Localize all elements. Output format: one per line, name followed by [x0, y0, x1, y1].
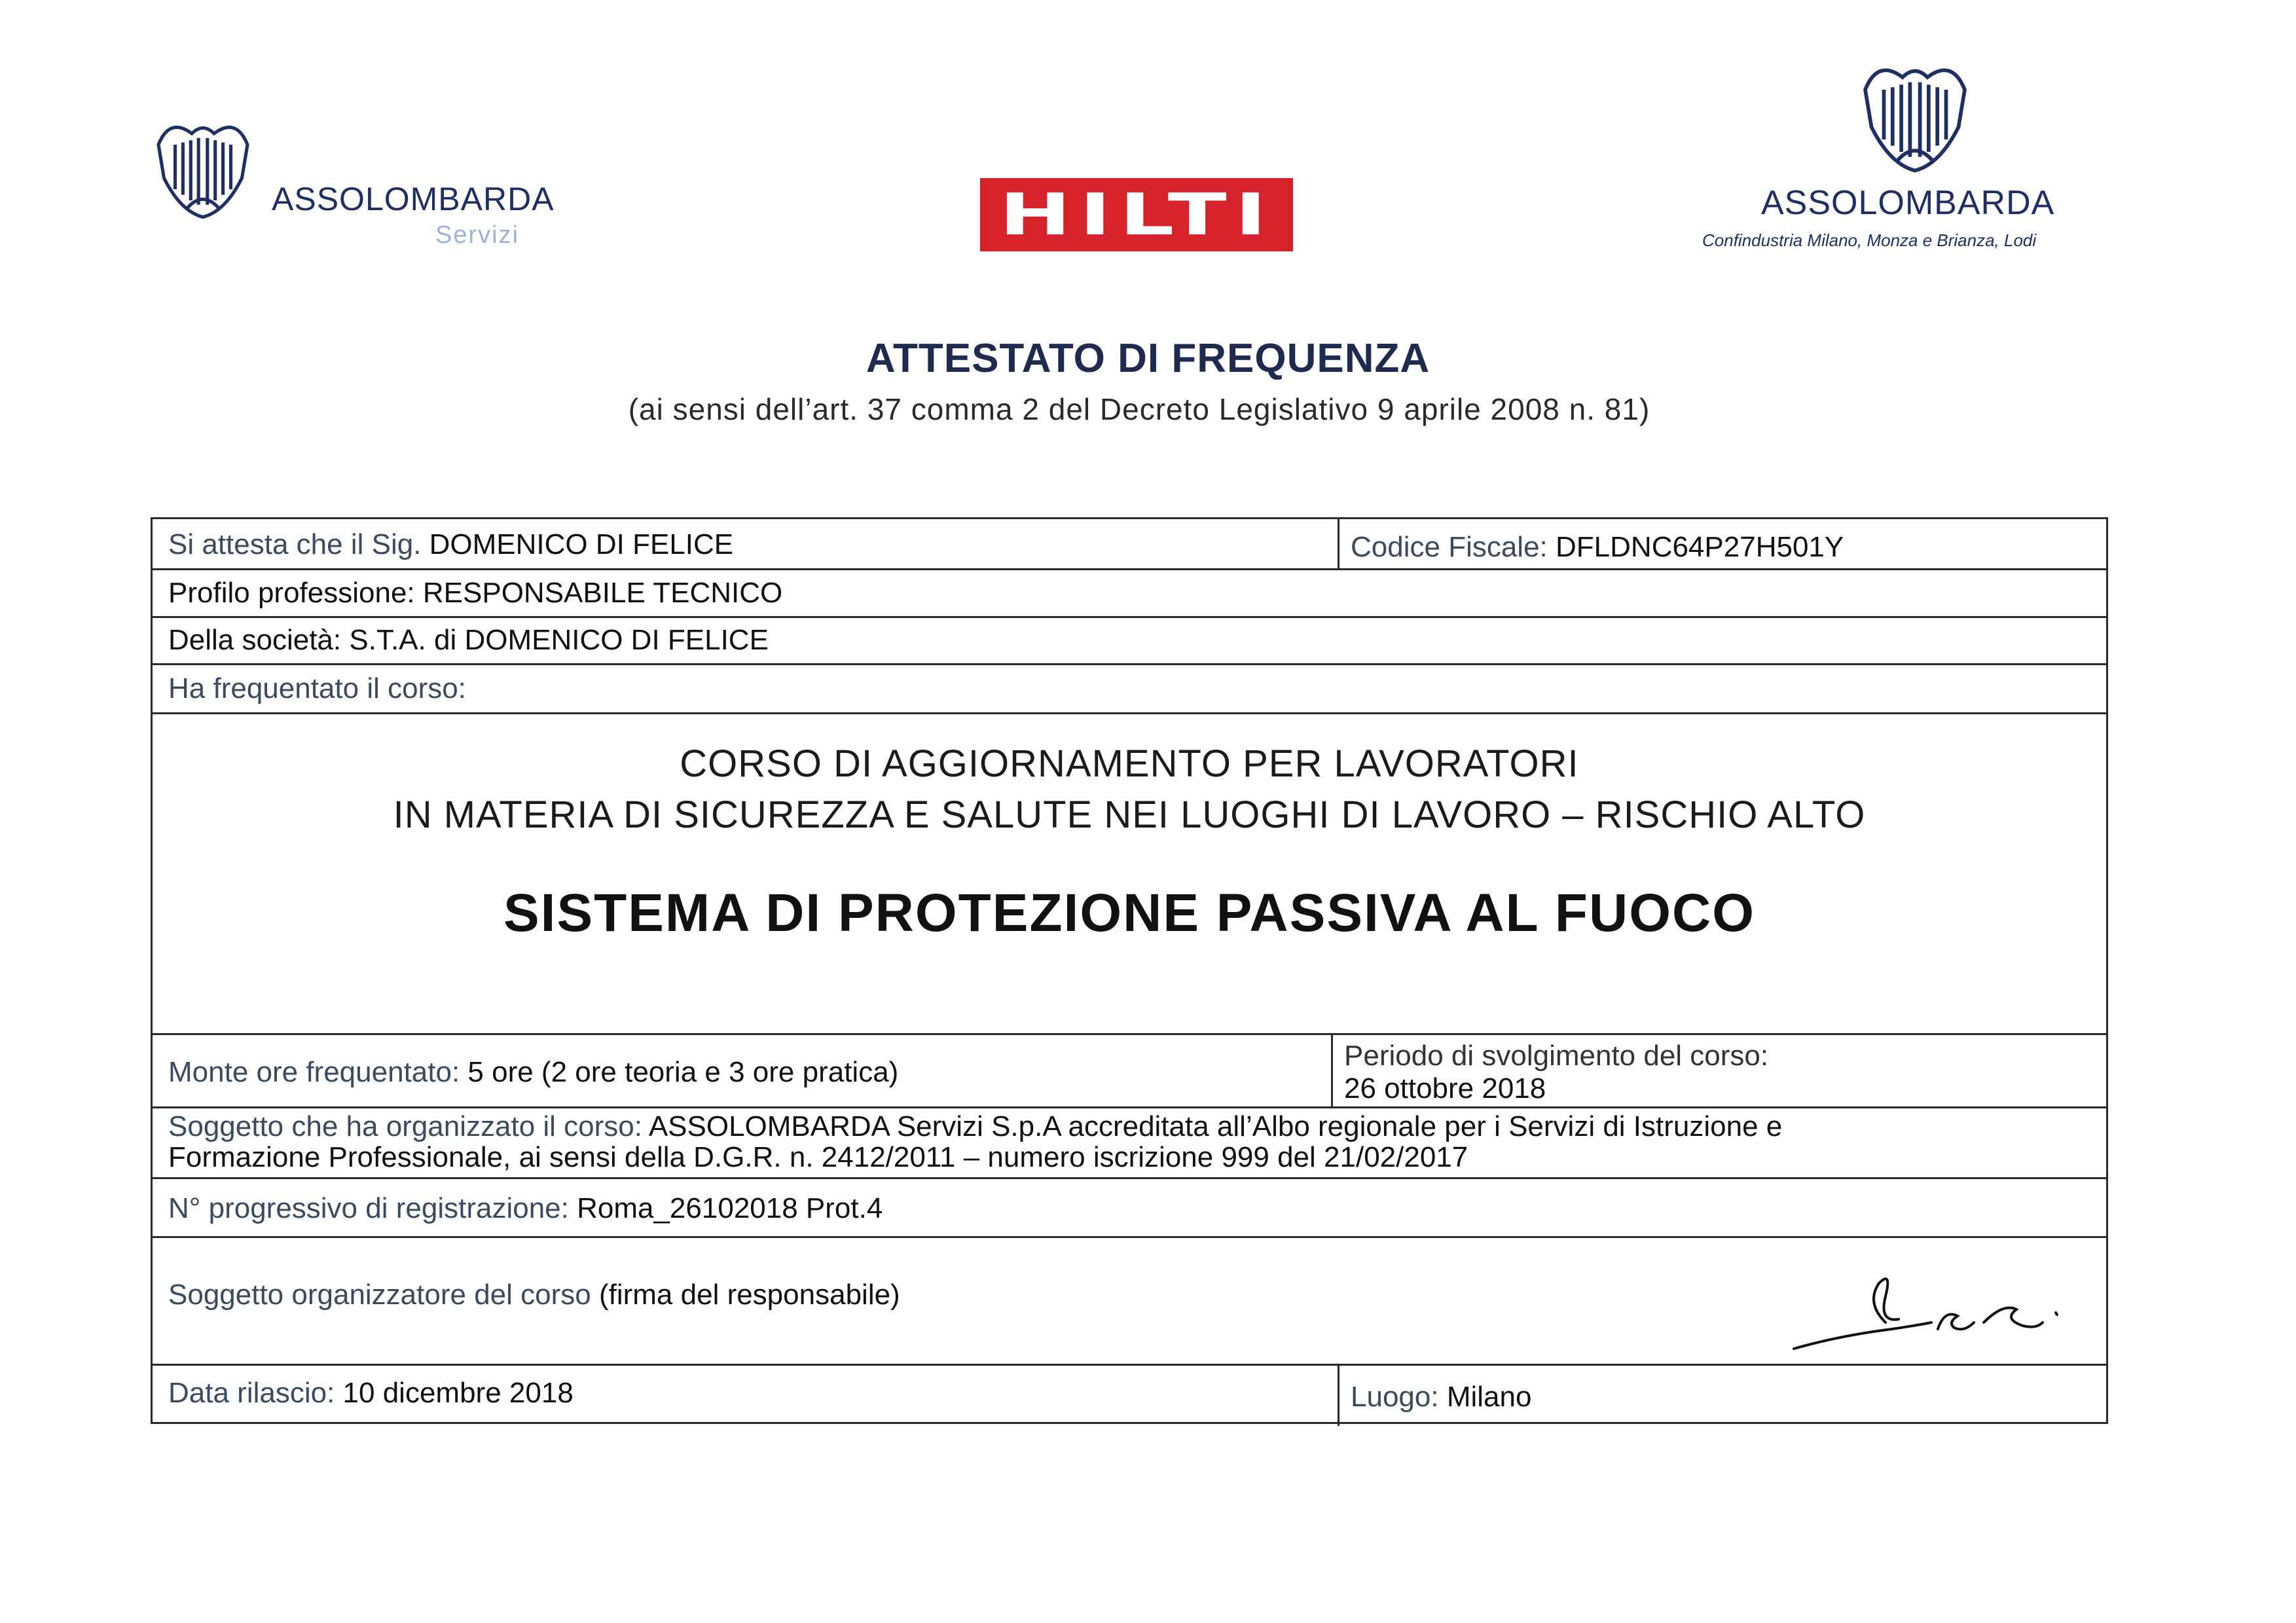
- row-divider: [153, 1106, 2106, 1108]
- row-divider: [153, 1236, 2106, 1238]
- row-divider: [153, 663, 2106, 665]
- left-logo-brand: ASSOLOMBARDA: [272, 181, 555, 217]
- right-logo-brand: ASSOLOMBARDA: [1761, 184, 2055, 222]
- row-divider: [153, 1033, 2106, 1035]
- row-divider: [153, 1177, 2106, 1179]
- societa-value: S.T.A. di DOMENICO DI FELICE: [349, 624, 769, 656]
- luogo-label: Luogo:: [1351, 1381, 1439, 1413]
- codice-fiscale-row: [1351, 531, 1844, 564]
- frequentato-row: [168, 672, 466, 705]
- row-divider: [153, 568, 2106, 570]
- cf-label: Codice Fiscale:: [1351, 531, 1548, 563]
- assolombarda-servizi-logo: [147, 111, 553, 268]
- col-divider: [1331, 1033, 1333, 1106]
- eagle-emblem-icon: [147, 111, 259, 223]
- progressivo-value: Roma_26102018 Prot.4: [577, 1192, 883, 1224]
- monte-label: Monte ore frequentato:: [168, 1056, 460, 1088]
- organizzatore-row: [168, 1279, 900, 1311]
- attesta-value: DOMENICO DI FELICE: [429, 528, 734, 560]
- row-divider: [153, 1364, 2106, 1366]
- soggetto-value-line1: ASSOLOMBARDA Servizi S.p.A accreditata all’Albo regionale per i Servizi di Istruzione e: [648, 1110, 1783, 1142]
- attesta-label: Si attesta che il Sig.: [168, 528, 422, 560]
- attesta-row: [168, 528, 733, 561]
- course-line-2: IN MATERIA DI SICUREZZA E SALUTE NEI LUOGHI DI LAVORO – RISCHIO ALTO: [393, 793, 1866, 836]
- organizzatore-value: (firma del responsabile): [598, 1279, 900, 1311]
- soggetto-row: [168, 1110, 1782, 1143]
- col-divider: [1338, 1364, 1339, 1426]
- luogo-value: Milano: [1446, 1381, 1532, 1413]
- organizzatore-label: Soggetto organizzatore del corso: [168, 1279, 591, 1311]
- data-value: 10 dicembre 2018: [342, 1377, 574, 1409]
- handwritten-signature: [1787, 1257, 2075, 1362]
- societa-label: Della società:: [168, 624, 342, 656]
- data-rilascio-row: [168, 1377, 574, 1410]
- profilo-row: [168, 577, 782, 610]
- course-title: SISTEMA DI PROTEZIONE PASSIVA AL FUOCO: [503, 883, 1756, 943]
- hilti-logo-text: HILTI: [998, 181, 1275, 248]
- periodo-label: Periodo di svolgimento del corso:: [1344, 1040, 1769, 1072]
- col-divider: [1338, 519, 1339, 568]
- left-logo-sub: Servizi: [435, 221, 520, 249]
- row-divider: [153, 712, 2106, 714]
- periodo-value: 26 ottobre 2018: [1344, 1072, 1546, 1104]
- soggetto-label: Soggetto che ha organizzato il corso:: [168, 1110, 643, 1142]
- progressivo-row: [168, 1192, 883, 1225]
- cf-value: DFLDNC64P27H501Y: [1556, 531, 1844, 563]
- course-line-1: CORSO DI AGGIORNAMENTO PER LAVORATORI: [680, 742, 1579, 785]
- profilo-label: Profilo professione:: [168, 577, 415, 609]
- soggetto-value-line2: Formazione Professionale, ai sensi della D.G.R. n. 2412/2011 – numero iscrizione 999 del 21/02/2017: [168, 1141, 1468, 1173]
- profilo-value: RESPONSABILE TECNICO: [422, 577, 783, 609]
- hilti-logo: [980, 178, 1293, 251]
- document-title: ATTESTATO DI FREQUENZA: [866, 336, 1430, 381]
- document-subtitle: (ai sensi dell’art. 37 comma 2 del Decreto Legislativo 9 aprile 2008 n. 81): [628, 392, 1650, 426]
- row-divider: [153, 616, 2106, 618]
- assolombarda-confindustria-logo: [1689, 52, 2134, 262]
- progressivo-label: N° progressivo di registrazione:: [168, 1192, 569, 1224]
- monte-value: 5 ore (2 ore teoria e 3 ore pratica): [467, 1056, 899, 1088]
- eagle-emblem-icon: [1853, 52, 1977, 177]
- frequentato-label: Ha frequentato il corso:: [168, 672, 466, 704]
- luogo-row: [1351, 1381, 1531, 1413]
- monte-ore-row: [168, 1056, 898, 1089]
- right-logo-sub: Confindustria Milano, Monza e Brianza, Lodi: [1702, 230, 2037, 250]
- societa-row: [168, 624, 769, 657]
- data-label: Data rilascio:: [168, 1377, 335, 1409]
